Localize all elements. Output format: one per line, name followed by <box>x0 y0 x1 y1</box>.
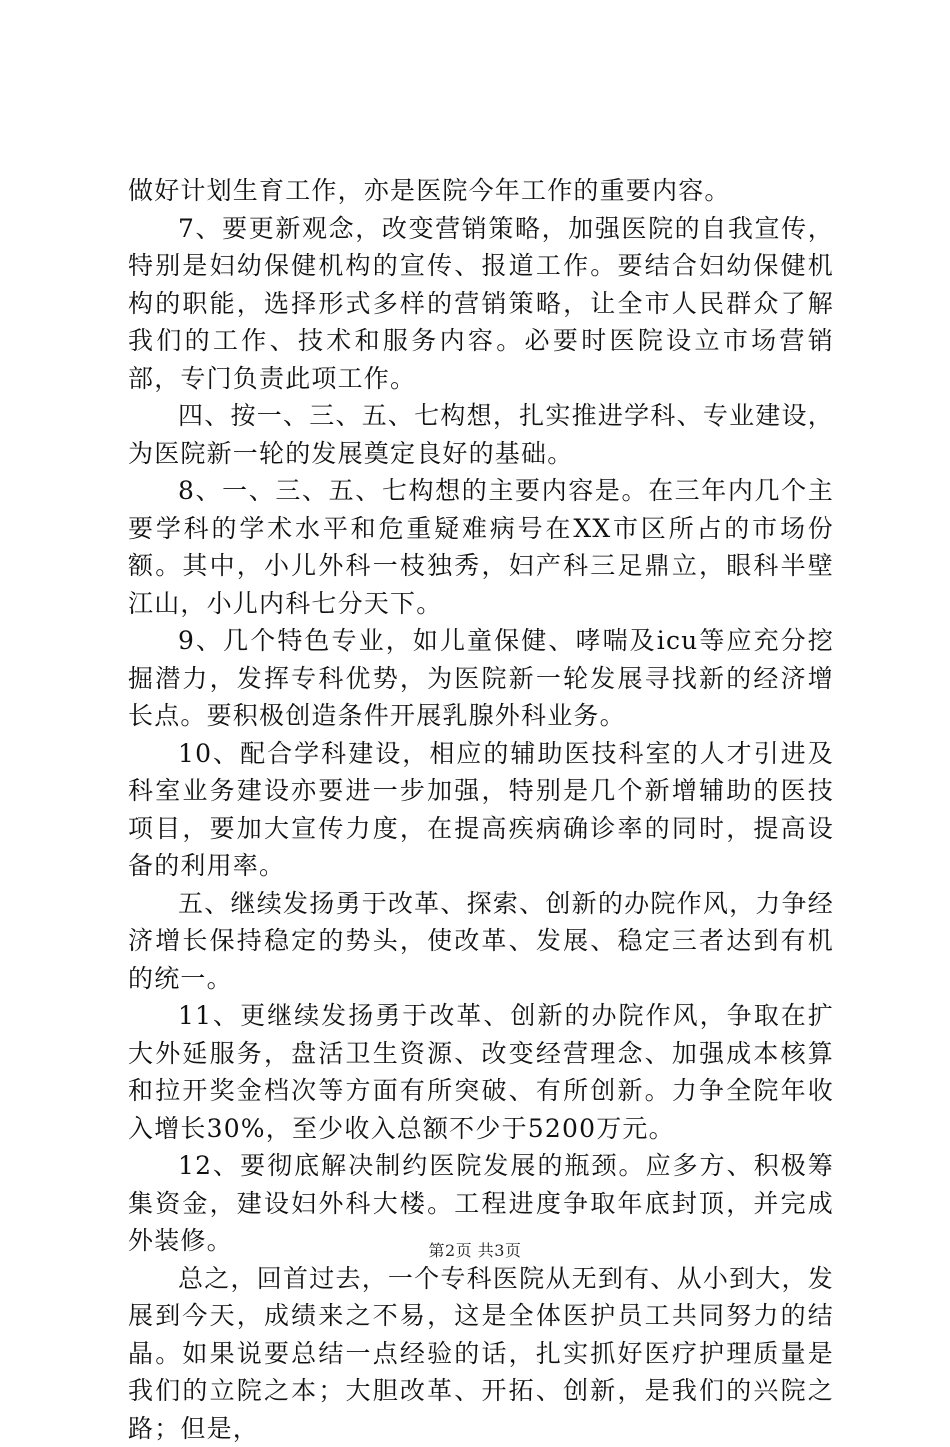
paragraph-6: 10、配合学科建设，相应的辅助医技科室的人才引进及科室业务建设亦要进一步加强，特别是几个新增辅助的医技项目，要加大宣传力度，在提高疾病确诊率的同时，提高设备的利用率。 <box>128 735 834 885</box>
paragraph-8: 11、更继续发扬勇于改革、创新的办院作风，争取在扩大外延服务，盘活卫生资源、改变经营理念、加强成本核算和拉开奖金档次等方面有所突破、有所创新。力争全院年收入增长30%，至少收入总额不少于5200万元。 <box>128 997 834 1147</box>
paragraph-4: 8、一、三、五、七构想的主要内容是。在三年内几个主要学科的学术水平和危重疑难病号在XX市区所占的市场份额。其中，小儿外科一枝独秀，妇产科三足鼎立，眼科半壁江山，小儿内科七分天下。 <box>128 472 834 622</box>
paragraph-2: 7、要更新观念，改变营销策略，加强医院的自我宣传，特别是妇幼保健机构的宣传、报道工作。要结合妇幼保健机构的职能，选择形式多样的营销策略，让全市人民群众了解我们的工作、技术和服务内容。必要时医院设立市场营销部，专门负责此项工作。 <box>128 210 834 398</box>
page-footer: 第2页 共3页 <box>0 1241 950 1261</box>
paragraph-3: 四、按一、三、五、七构想，扎实推进学科、专业建设，为医院新一轮的发展奠定良好的基础。 <box>128 397 834 472</box>
paragraph-5: 9、几个特色专业，如儿童保健、哮喘及icu等应充分挖掘潜力，发挥专科优势，为医院新一轮发展寻找新的经济增长点。要积极创造条件开展乳腺外科业务。 <box>128 622 834 735</box>
paragraph-7: 五、继续发扬勇于改革、探索、创新的办院作风，力争经济增长保持稳定的势头，使改革、发展、稳定三者达到有机的统一。 <box>128 885 834 998</box>
paragraph-1: 做好计划生育工作，亦是医院今年工作的重要内容。 <box>128 172 834 210</box>
paragraph-10: 总之，回首过去，一个专科医院从无到有、从小到大，发展到今天，成绩来之不易，这是全体医护员工共同努力的结晶。如果说要总结一点经验的话，扎实抓好医疗护理质量是我们的立院之本；大胆改革、开拓、创新，是我们的兴院之路；但是， <box>128 1260 834 1447</box>
paragraph-9: 12、要彻底解决制约医院发展的瓶颈。应多方、积极筹集资金，建设妇外科大楼。工程进度争取年底封顶，并完成外装修。 <box>128 1147 834 1260</box>
